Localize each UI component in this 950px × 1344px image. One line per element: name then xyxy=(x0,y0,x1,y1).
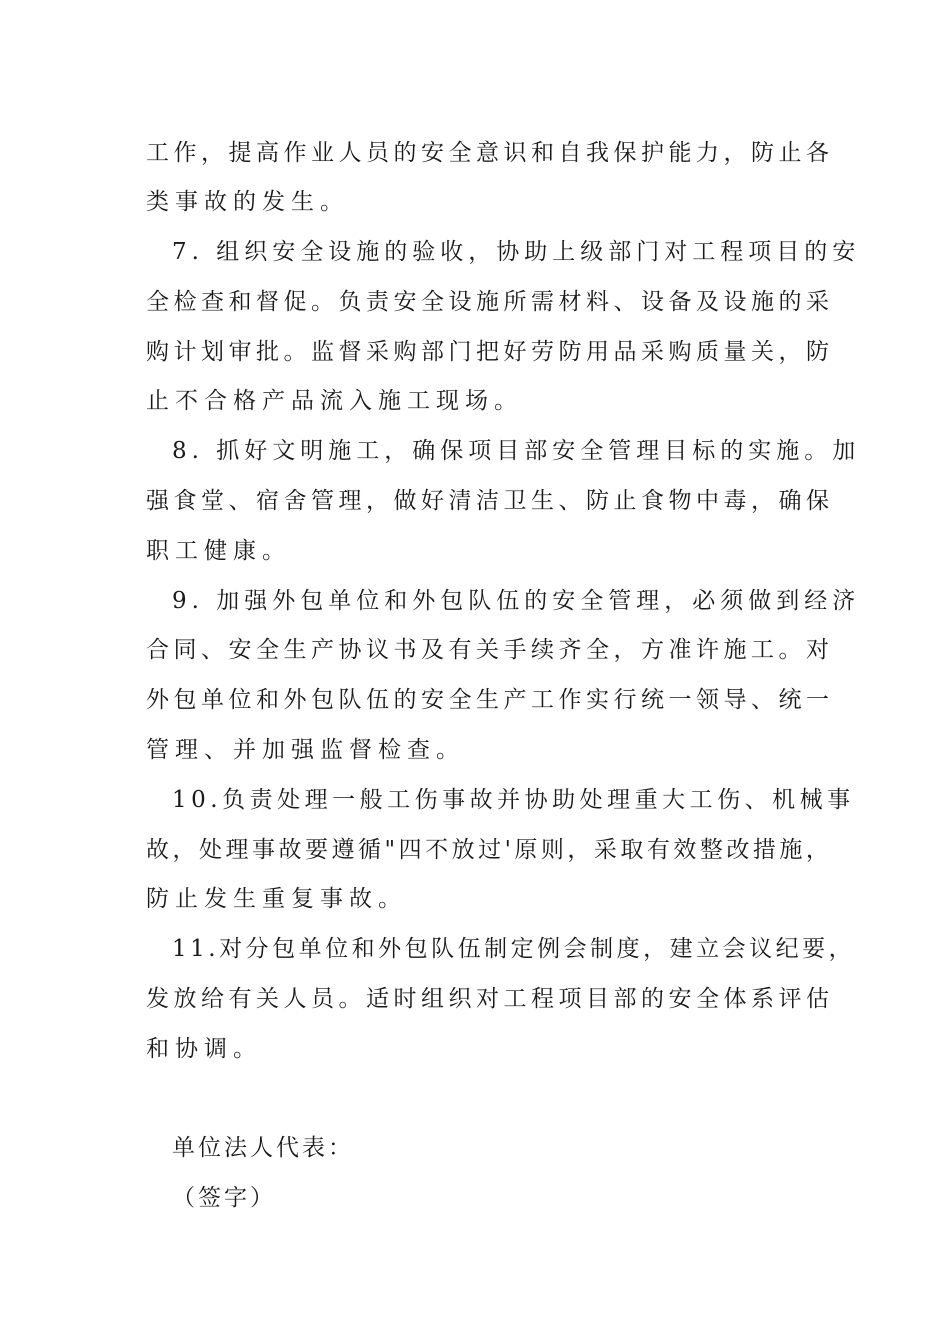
list-item-9-line: 管理、并加强监督检查。 xyxy=(146,737,465,763)
list-item-8-line: 强食堂、宿舍管理，做好清洁卫生、防止食物中毒，确保 xyxy=(146,488,834,514)
list-item-9-line: 9. 加强外包单位和外包队伍的安全管理，必须做到经济 xyxy=(172,588,861,614)
list-item-11-line: 发放给有关人员。适时组织对工程项目部的安全体系评估 xyxy=(146,986,834,1012)
list-item-8-line: 职工健康。 xyxy=(146,538,291,564)
list-item-9-line: 外包单位和外包队伍的安全生产工作实行统一领导、统一 xyxy=(146,687,834,713)
body-text-line: 类事故的发生。 xyxy=(146,189,349,215)
list-item-7-line: 7. 组织安全设施的验收，协助上级部门对工程项目的安 xyxy=(172,239,861,265)
list-item-11-line: 11.对分包单位和外包队伍制定例会制度，建立会议纪要， xyxy=(172,936,856,962)
list-item-10-line: 故，处理事故要遵循"四不放过'原则，采取有效整改措施， xyxy=(146,837,833,863)
list-item-7-line: 全检查和督促。负责安全设施所需材料、设备及设施的采 xyxy=(146,289,834,315)
list-item-10-line: 防止发生重复事故。 xyxy=(146,886,407,912)
list-item-7-line: 购计划审批。监督采购部门把好劳防用品采购质量关，防 xyxy=(146,339,834,365)
body-text-line: 工作，提高作业人员的安全意识和自我保护能力，防止各 xyxy=(146,140,834,166)
list-item-11-line: 和协调。 xyxy=(146,1036,262,1062)
list-item-10-line: 10.负责处理一般工伤事故并协助处理重大工伤、机械事 xyxy=(172,787,855,813)
list-item-9-line: 合同、安全生产协议书及有关手续齐全，方准许施工。对 xyxy=(146,637,834,663)
signature-label: 单位法人代表： xyxy=(172,1135,354,1161)
signature-note: （签字） xyxy=(172,1185,276,1211)
list-item-7-line: 止不合格产品流入施工现场。 xyxy=(146,388,523,414)
list-item-8-line: 8. 抓好文明施工，确保项目部安全管理目标的实施。加 xyxy=(172,438,861,464)
